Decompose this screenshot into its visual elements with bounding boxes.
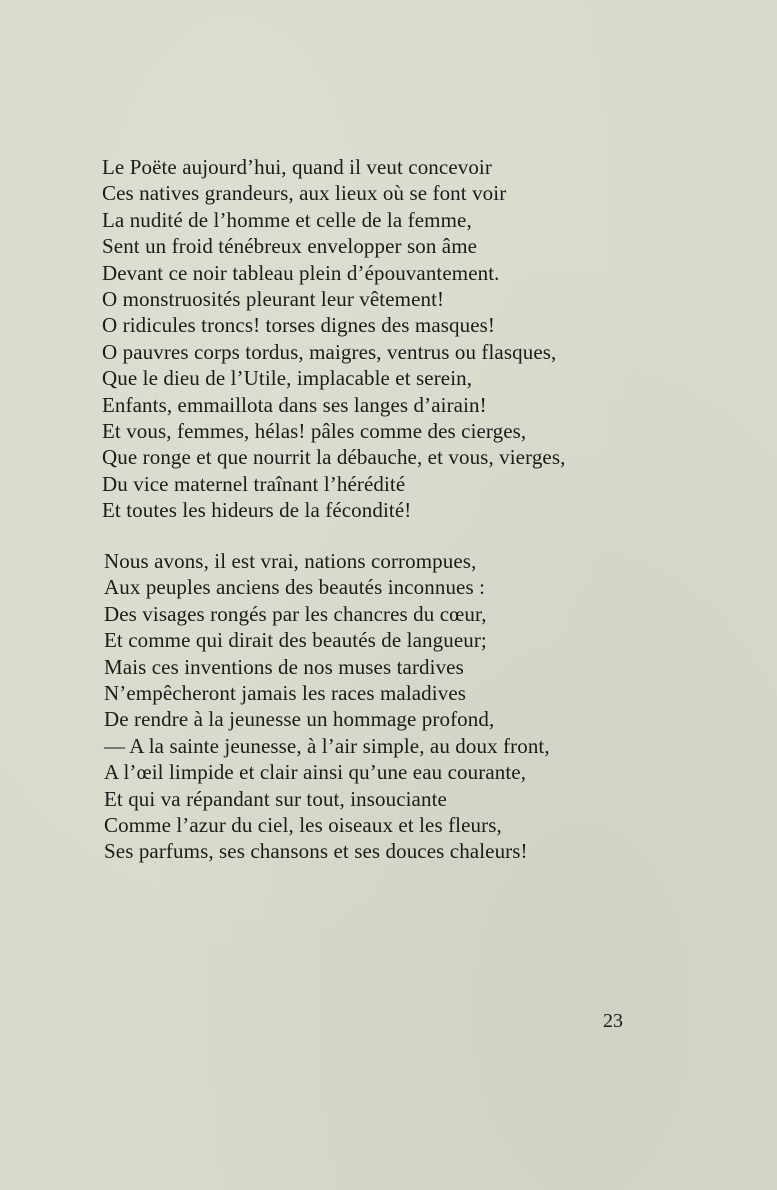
poem-line: O monstruosités pleurant leur vêtement! [102, 286, 445, 311]
poem-line: A l’œil limpide et clair ainsi qu’une eau courante, [104, 760, 527, 785]
poem-line: Que le dieu de l’Utile, implacable et serein, [102, 366, 473, 391]
page-number: 23 [603, 1010, 623, 1032]
poem-line: Sent un froid ténébreux envelopper son âme [102, 234, 478, 259]
poem-line: Devant ce noir tableau plein d’épouvantement. [102, 260, 500, 285]
poem-line: Nous avons, il est vrai, nations corrompues, [104, 549, 477, 573]
poem-line: Du vice maternel traînant l’hérédité [102, 471, 406, 496]
stanza-2 [104, 548, 550, 865]
poem-line: Ses parfums, ses chansons et ses douces chaleurs! [104, 839, 528, 864]
poem-line: Des visages rongés par les chancres du cœur, [104, 601, 487, 626]
poem-line: Et comme qui dirait des beautés de langueur; [104, 628, 487, 653]
poem-line: Comme l’azur du ciel, les oiseaux et les fleurs, [104, 812, 502, 837]
poem-line: La nudité de l’homme et celle de la femme, [102, 207, 472, 232]
stanza-1 [102, 154, 565, 523]
poem-line: Et toutes les hideurs de la fécondité! [102, 498, 412, 523]
poem-line: — A la sainte jeunesse, à l’air simple, au doux front, [104, 733, 550, 758]
poem-line: Que ronge et que nourrit la débauche, et vous, vierges, [102, 445, 566, 470]
poem-line: Et qui va répandant sur tout, insouciante [104, 786, 447, 811]
poem-line: Mais ces inventions de nos muses tardives [104, 654, 464, 679]
poem-line: Le Poëte aujourd’hui, quand il veut concevoir [102, 155, 492, 179]
poem-line: O ridicules troncs! torses dignes des masques! [102, 313, 496, 338]
poem-line: O pauvres corps tordus, maigres, ventrus ou flasques, [102, 339, 557, 364]
poem-line: Ces natives grandeurs, aux lieux où se font voir [102, 181, 507, 206]
poem-line: Aux peuples anciens des beautés inconnues : [104, 575, 486, 600]
poem-line: Enfants, emmaillota dans ses langes d’airain! [102, 392, 487, 417]
poem-line: Et vous, femmes, hélas! pâles comme des cierges, [102, 418, 527, 443]
poem-line: De rendre à la jeunesse un hommage profond, [104, 707, 495, 732]
poem-line: N’empêcheront jamais les races maladives [104, 680, 467, 705]
